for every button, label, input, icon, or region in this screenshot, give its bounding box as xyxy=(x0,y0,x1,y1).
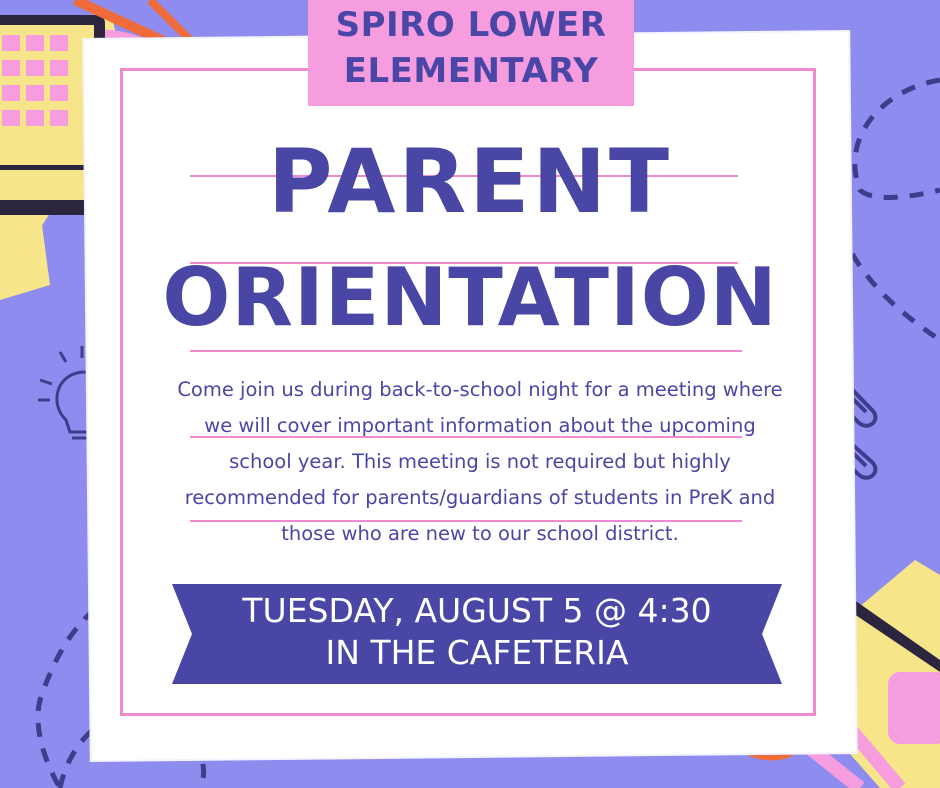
title-line2: ORIENTATION xyxy=(162,251,778,344)
event-date-time: TUESDAY, AUGUST 5 @ 4:30 xyxy=(242,591,712,630)
eraser-icon xyxy=(888,672,940,744)
school-name-line1: SPIRO LOWER xyxy=(335,5,607,45)
title-line1: PARENT xyxy=(267,130,673,233)
description-text: Come join us during back-to-school night for a meeting where we will cover important information about the upcoming school year. This meeting is not required but highly recommended for parents/guardians of students in PreK and those who are new to our school district. xyxy=(177,378,783,545)
event-banner xyxy=(172,584,782,684)
rule-line xyxy=(190,350,742,352)
school-name xyxy=(308,2,634,94)
school-name-line2: ELEMENTARY xyxy=(343,51,599,91)
event-location: IN THE CAFETERIA xyxy=(325,633,629,672)
